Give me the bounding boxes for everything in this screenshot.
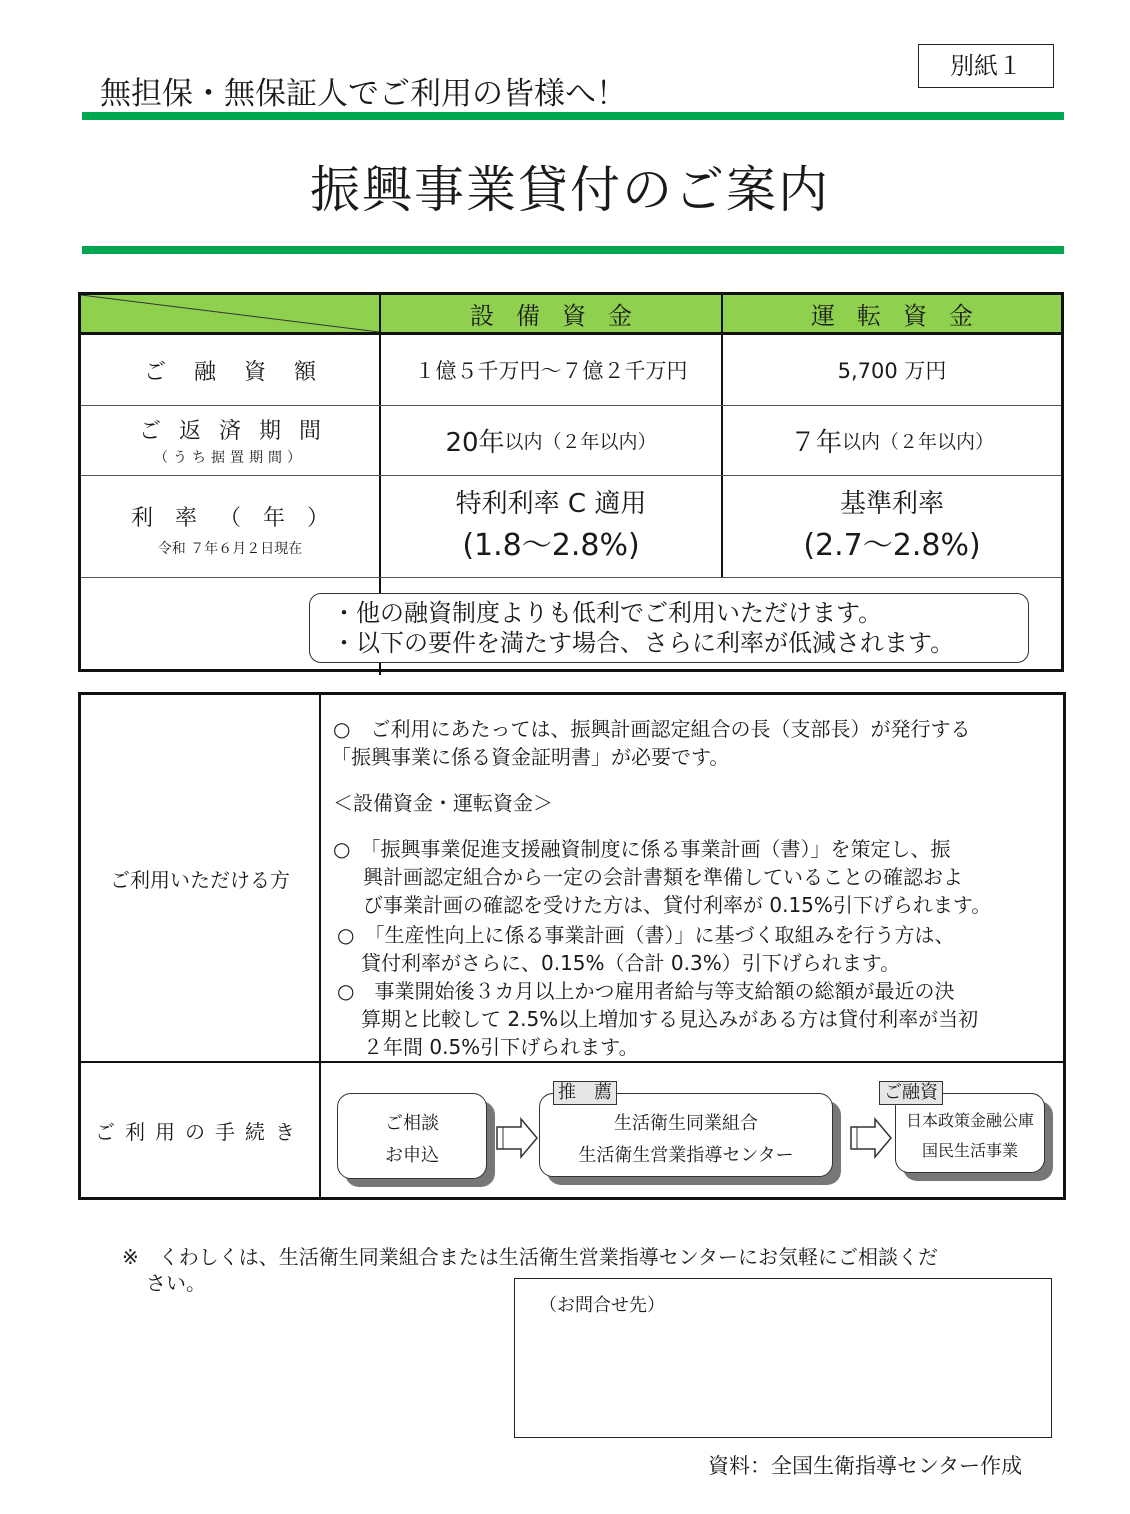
amount-operating: 5,700 万円	[837, 359, 947, 383]
eligible-section-heading: ＜設備資金・運転資金＞	[333, 791, 553, 815]
loan-tag: ご融資	[879, 1081, 943, 1105]
step-recommendation: 生活衛生同業組合 生活衛生営業指導センター	[539, 1093, 833, 1177]
loan-terms-table	[78, 292, 1064, 672]
note-line: ・以下の要件を満たす場合、さらに利率が低減されます。	[332, 629, 955, 657]
header-equipment-funds: 設備資金	[470, 302, 654, 330]
repayment-operating: ７年 以内（２年以内）	[789, 427, 995, 458]
eligibility-table	[78, 692, 1066, 1200]
eligible-line: 貸付利率がさらに、0.15%（合計 0.3%）引下げられます。	[361, 951, 901, 975]
page-title: 振興事業貸付のご案内	[310, 161, 830, 219]
eligible-line: び事業計画の確認を受けた方は、貸付利率が 0.15%引下げられます。	[363, 893, 992, 917]
recommendation-tag: 推 薦	[553, 1081, 617, 1105]
rate-operating: 基準利率 (2.7～2.8%)	[803, 489, 981, 563]
eligible-line: 「振興事業に係る資金証明書」が必要です。	[331, 745, 730, 769]
diagonal-header-line	[81, 295, 379, 332]
attachment-label: 別紙１	[918, 44, 1054, 88]
step-loan-provider: 日本政策金融公庫 国民生活事業	[895, 1093, 1045, 1173]
eligible-line: ○ 「生産性向上に係る事業計画（書）」に基づく取組みを行う方は、	[337, 923, 955, 947]
top-green-rule	[82, 112, 1064, 120]
source-credit: 資料：全国生衛指導センター作成	[708, 1454, 1023, 1478]
row-label-repayment: ご返済期間 （うち据置期間）	[138, 418, 339, 466]
contact-box	[514, 1278, 1052, 1438]
contact-label: （お問合せ先）	[539, 1295, 665, 1316]
procedure-label: ご利用の手続き	[95, 1119, 305, 1144]
rate-notes-box	[309, 593, 1029, 663]
row-label-amount: ご融資額	[143, 359, 344, 385]
step-consult-apply: ご相談 お申込	[337, 1093, 487, 1179]
arrow-right-icon	[849, 1117, 893, 1159]
rate-equipment: 特利利率 C 適用 (1.8～2.8%)	[455, 489, 647, 563]
eligible-line: ２年間 0.5%引下げられます。	[363, 1035, 639, 1059]
eligible-line: ○ 事業開始後３カ月以上かつ雇用者給与等支給額の総額が最近の決	[337, 979, 955, 1003]
eligible-line: ○ 「振興事業促進支援融資制度に係る事業計画（書）」を策定し、振	[333, 837, 951, 861]
note-line: ・他の融資制度よりも低利でご利用いただけます。	[332, 599, 883, 627]
header-operating-funds: 運転資金	[811, 302, 995, 330]
row-label-rate: 利率（年） 令和 ７年６月２日現在	[130, 506, 351, 557]
eligible-line: 算期と比較して 2.5%以上増加する見込みがある方は貸付利率が当初	[361, 1007, 979, 1031]
table-header	[81, 295, 1061, 335]
repayment-equipment: 20年 以内（２年以内）	[445, 427, 657, 458]
eligible-label: ご利用いただける方	[110, 867, 290, 892]
footnote: ※ くわしくは、生活衛生同業組合または生活衛生営業指導センターにお気軽にご相談くだ さい。	[122, 1245, 938, 1295]
eligible-line: ○ ご利用にあたっては、振興計画認定組合の長（支部長）が発行する	[333, 717, 971, 741]
arrow-right-icon	[495, 1117, 539, 1159]
eligible-line: 興計画認定組合から一定の会計書類を準備していることの確認およ	[363, 865, 963, 889]
bottom-green-rule	[82, 246, 1064, 254]
subtitle: 無担保・無保証人でご利用の皆様へ！	[100, 76, 627, 112]
amount-equipment: １億５千万円～７億２千万円	[414, 359, 688, 383]
